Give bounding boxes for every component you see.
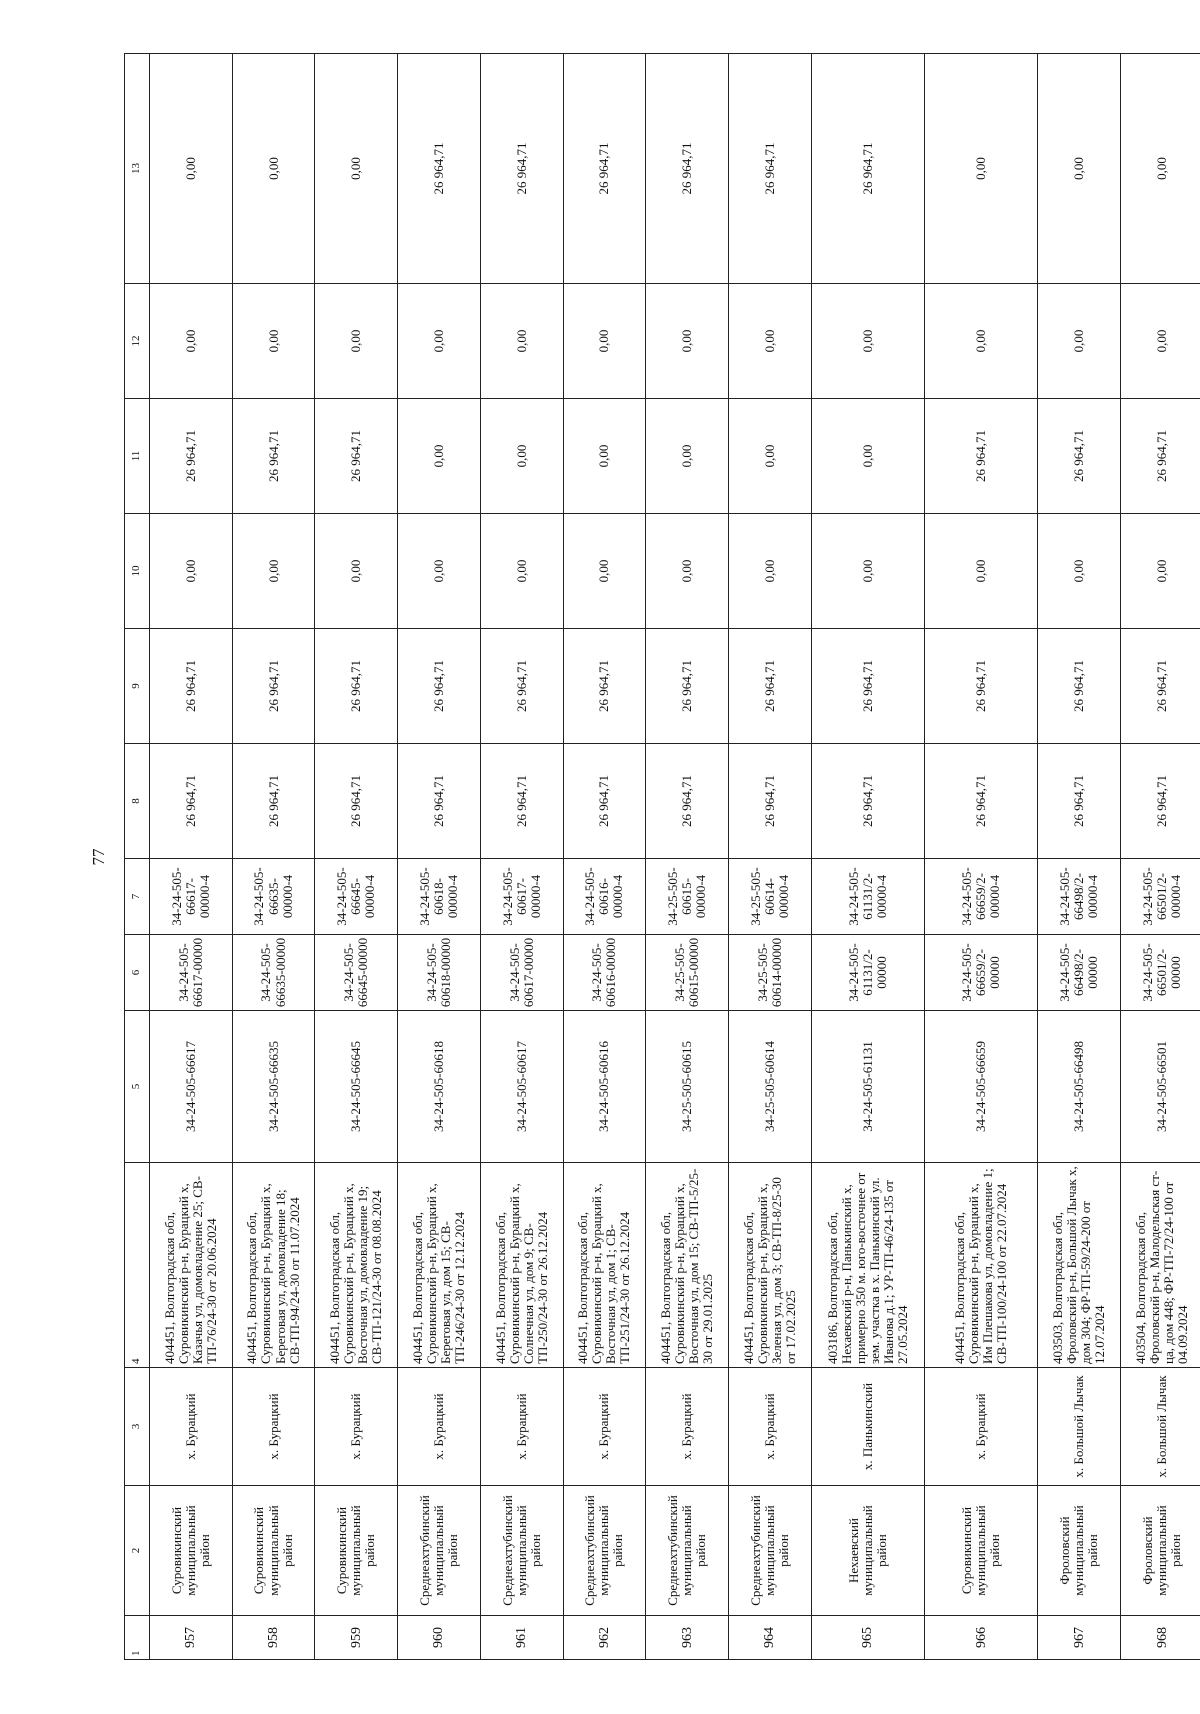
id-code-cell: 34-24-505-66659/2-00000	[925, 935, 1038, 1011]
amount-9-cell: 26 964,71	[646, 629, 729, 744]
amount-8-cell: 26 964,71	[1038, 744, 1121, 859]
row-number-cell: 961	[480, 1616, 563, 1660]
amount-9-cell: 26 964,71	[232, 629, 315, 744]
locality-cell: х. Бурацкий	[149, 1368, 232, 1486]
code-cell: 34-24-505-66645	[315, 1011, 398, 1163]
id-code-cell: 34-25-505-60614-00000	[729, 935, 812, 1011]
locality-cell: х. Панькинский	[811, 1368, 924, 1486]
municipality-cell: Суровикинский муниципальный район	[315, 1486, 398, 1616]
amount-13-cell: 26 964,71	[811, 54, 924, 284]
code-cell: 34-24-505-60616	[563, 1011, 646, 1163]
amount-11-cell: 26 964,71	[315, 399, 398, 514]
amount-12-cell: 0,00	[925, 284, 1038, 399]
municipality-cell: Фроловский муниципальный район	[1038, 1486, 1121, 1616]
row-number-cell: 966	[925, 1616, 1038, 1660]
id-code-cell: 34-24-505-60617-00000	[480, 935, 563, 1011]
id-code-suffix-cell: 34-24-505-61131/2-00000-4	[811, 859, 924, 935]
address-contract-cell: 404451, Волгоградская обл, Суровикинский р-н, Бурацкий х, Солнечная ул, дом 9; СВ-ТП-250/24-30 от 26.12.2024	[480, 1163, 563, 1368]
amount-12-cell: 0,00	[315, 284, 398, 399]
column-number-8: 8	[125, 744, 150, 859]
row-number-cell: 967	[1038, 1616, 1121, 1660]
code-cell: 34-24-505-66501	[1121, 1011, 1200, 1163]
row-number-cell: 959	[315, 1616, 398, 1660]
data-table	[124, 53, 1200, 1660]
amount-11-cell: 0,00	[729, 399, 812, 514]
row-number-cell: 962	[563, 1616, 646, 1660]
address-contract-cell: 404451, Волгоградская обл, Суровикинский р-н, Бурацкий х, Восточная ул, дом 15; СВ-ТП-5/25-30 от 29.01.2025	[646, 1163, 729, 1368]
row-number-cell: 958	[232, 1616, 315, 1660]
municipality-cell: Среднеахтубинский муниципальный район	[729, 1486, 812, 1616]
locality-cell: х. Большой Лычак	[1121, 1368, 1200, 1486]
column-number-9: 9	[125, 629, 150, 744]
address-contract-cell: 403503, Волгоградская обл, Фроловский р-н, Большой Лычак х, дом 304; ФР-ТП-59/24-200 от 12.07.2024	[1038, 1163, 1121, 1368]
amount-10-cell: 0,00	[811, 514, 924, 629]
code-cell: 34-24-505-60617	[480, 1011, 563, 1163]
locality-cell: х. Бурацкий	[480, 1368, 563, 1486]
table-row	[398, 54, 481, 1660]
locality-cell: х. Бурацкий	[398, 1368, 481, 1486]
code-cell: 34-24-505-66635	[232, 1011, 315, 1163]
id-code-cell: 34-24-505-60616-00000	[563, 935, 646, 1011]
column-number-7: 7	[125, 859, 150, 935]
municipality-cell: Суровикинский муниципальный район	[149, 1486, 232, 1616]
amount-9-cell: 26 964,71	[149, 629, 232, 744]
column-number-2: 2	[125, 1486, 150, 1616]
rotated-table-container	[124, 54, 1200, 1660]
id-code-suffix-cell: 34-24-505-66498/2-00000-4	[1038, 859, 1121, 935]
amount-10-cell: 0,00	[232, 514, 315, 629]
row-number-cell: 960	[398, 1616, 481, 1660]
municipality-cell: Среднеахтубинский муниципальный район	[563, 1486, 646, 1616]
locality-cell: х. Бурацкий	[232, 1368, 315, 1486]
id-code-cell: 34-24-505-66617-00000	[149, 935, 232, 1011]
amount-12-cell: 0,00	[149, 284, 232, 399]
amount-8-cell: 26 964,71	[149, 744, 232, 859]
amount-11-cell: 0,00	[811, 399, 924, 514]
id-code-cell: 34-24-505-60618-00000	[398, 935, 481, 1011]
id-code-suffix-cell: 34-24-505-60618-00000-4	[398, 859, 481, 935]
code-cell: 34-24-505-66617	[149, 1011, 232, 1163]
amount-11-cell: 26 964,71	[232, 399, 315, 514]
amount-10-cell: 0,00	[315, 514, 398, 629]
amount-13-cell: 26 964,71	[646, 54, 729, 284]
amount-8-cell: 26 964,71	[925, 744, 1038, 859]
municipality-cell: Суровикинский муниципальный район	[232, 1486, 315, 1616]
column-number-3: 3	[125, 1368, 150, 1486]
code-cell: 34-25-505-60614	[729, 1011, 812, 1163]
column-number-5: 5	[125, 1011, 150, 1163]
locality-cell: х. Бурацкий	[729, 1368, 812, 1486]
municipality-cell: Среднеахтубинский муниципальный район	[398, 1486, 481, 1616]
locality-cell: х. Бурацкий	[925, 1368, 1038, 1486]
column-number-13: 13	[125, 54, 150, 284]
amount-12-cell: 0,00	[646, 284, 729, 399]
amount-10-cell: 0,00	[1121, 514, 1200, 629]
amount-13-cell: 0,00	[1121, 54, 1200, 284]
address-contract-cell: 404451, Волгоградская обл, Суровикинский р-н, Бурацкий х, Казачья ул, домовладение 25; СВ-ТП-76/24-30 от 20.06.2024	[149, 1163, 232, 1368]
table-row	[563, 54, 646, 1660]
amount-13-cell: 0,00	[149, 54, 232, 284]
municipality-cell: Суровикинский муниципальный район	[925, 1486, 1038, 1616]
table-row	[149, 54, 232, 1660]
amount-9-cell: 26 964,71	[480, 629, 563, 744]
locality-cell: х. Бурацкий	[563, 1368, 646, 1486]
amount-11-cell: 26 964,71	[149, 399, 232, 514]
id-code-suffix-cell: 34-25-505-60614-00000-4	[729, 859, 812, 935]
amount-13-cell: 26 964,71	[480, 54, 563, 284]
amount-13-cell: 0,00	[315, 54, 398, 284]
amount-10-cell: 0,00	[480, 514, 563, 629]
address-contract-cell: 404451, Волгоградская обл, Суровикинский р-н, Бурацкий х, Им Плешакова ул, домовладение 1; СВ-ТП-100/24-100 от 22.07.2024	[925, 1163, 1038, 1368]
code-cell: 34-25-505-60615	[646, 1011, 729, 1163]
amount-11-cell: 26 964,71	[1038, 399, 1121, 514]
amount-8-cell: 26 964,71	[398, 744, 481, 859]
amount-8-cell: 26 964,71	[480, 744, 563, 859]
table-row	[1038, 54, 1121, 1660]
amount-12-cell: 0,00	[398, 284, 481, 399]
row-number-cell: 964	[729, 1616, 812, 1660]
id-code-cell: 34-24-505-66635-00000	[232, 935, 315, 1011]
amount-9-cell: 26 964,71	[563, 629, 646, 744]
column-number-1: 1	[125, 1616, 150, 1660]
code-cell: 34-24-505-61131	[811, 1011, 924, 1163]
locality-cell: х. Бурацкий	[315, 1368, 398, 1486]
page-number: 77	[89, 848, 108, 866]
id-code-suffix-cell: 34-24-505-60616-00000-4	[563, 859, 646, 935]
amount-8-cell: 26 964,71	[646, 744, 729, 859]
amount-9-cell: 26 964,71	[398, 629, 481, 744]
id-code-suffix-cell: 34-24-505-66659/2-00000-4	[925, 859, 1038, 935]
amount-8-cell: 26 964,71	[315, 744, 398, 859]
table-row	[480, 54, 563, 1660]
amount-13-cell: 26 964,71	[729, 54, 812, 284]
column-number-11: 11	[125, 399, 150, 514]
amount-8-cell: 26 964,71	[811, 744, 924, 859]
amount-9-cell: 26 964,71	[729, 629, 812, 744]
address-contract-cell: 403186, Волгоградская обл, Нехаевский р-н, Панькинский х, примерно 350 м. юго-восточнее от зем. участка в х. Панькинский ул. Иванова д.1; УР-ТП-46/24-135 от 27.05.2024	[811, 1163, 924, 1368]
id-code-cell: 34-24-505-66645-00000	[315, 935, 398, 1011]
table-row	[811, 54, 924, 1660]
row-number-cell: 963	[646, 1616, 729, 1660]
amount-8-cell: 26 964,71	[563, 744, 646, 859]
amount-10-cell: 0,00	[149, 514, 232, 629]
amount-11-cell: 26 964,71	[925, 399, 1038, 514]
id-code-suffix-cell: 34-24-505-66645-00000-4	[315, 859, 398, 935]
table-row	[646, 54, 729, 1660]
amount-10-cell: 0,00	[398, 514, 481, 629]
amount-8-cell: 26 964,71	[232, 744, 315, 859]
row-number-cell: 968	[1121, 1616, 1200, 1660]
amount-9-cell: 26 964,71	[1038, 629, 1121, 744]
table-row	[1121, 54, 1200, 1660]
amount-10-cell: 0,00	[1038, 514, 1121, 629]
column-number-4: 4	[125, 1163, 150, 1368]
locality-cell: х. Большой Лычак	[1038, 1368, 1121, 1486]
id-code-suffix-cell: 34-24-505-66617-00000-4	[149, 859, 232, 935]
id-code-cell: 34-24-505-66501/2-00000	[1121, 935, 1200, 1011]
amount-13-cell: 26 964,71	[563, 54, 646, 284]
amount-12-cell: 0,00	[1038, 284, 1121, 399]
id-code-cell: 34-24-505-66498/2-00000	[1038, 935, 1121, 1011]
header-row	[125, 54, 150, 1660]
address-contract-cell: 404451, Волгоградская обл, Суровикинский р-н, Бурацкий х, Береговая ул, домовладение 18; СВ-ТП-94/24-30 от 11.07.2024	[232, 1163, 315, 1368]
amount-8-cell: 26 964,71	[1121, 744, 1200, 859]
amount-11-cell: 26 964,71	[1121, 399, 1200, 514]
column-number-12: 12	[125, 284, 150, 399]
table-row	[925, 54, 1038, 1660]
amount-11-cell: 0,00	[480, 399, 563, 514]
id-code-suffix-cell: 34-24-505-66501/2-00000-4	[1121, 859, 1200, 935]
id-code-cell: 34-24-505-61131/2-00000	[811, 935, 924, 1011]
id-code-suffix-cell: 34-24-505-66635-00000-4	[232, 859, 315, 935]
amount-12-cell: 0,00	[563, 284, 646, 399]
amount-8-cell: 26 964,71	[729, 744, 812, 859]
amount-10-cell: 0,00	[646, 514, 729, 629]
address-contract-cell: 403504, Волгоградская обл, Фроловский р-н, Малодельская ст-ца, дом 448; ФР-ТП-72/24-100 от 04.09.2024	[1121, 1163, 1200, 1368]
amount-12-cell: 0,00	[480, 284, 563, 399]
code-cell: 34-24-505-66659	[925, 1011, 1038, 1163]
amount-12-cell: 0,00	[232, 284, 315, 399]
amount-13-cell: 0,00	[925, 54, 1038, 284]
amount-9-cell: 26 964,71	[925, 629, 1038, 744]
id-code-suffix-cell: 34-25-505-60615-00000-4	[646, 859, 729, 935]
amount-10-cell: 0,00	[925, 514, 1038, 629]
municipality-cell: Среднеахтубинский муниципальный район	[480, 1486, 563, 1616]
id-code-cell: 34-25-505-60615-00000	[646, 935, 729, 1011]
amount-13-cell: 26 964,71	[398, 54, 481, 284]
amount-12-cell: 0,00	[1121, 284, 1200, 399]
amount-9-cell: 26 964,71	[811, 629, 924, 744]
amount-11-cell: 0,00	[563, 399, 646, 514]
table-row	[729, 54, 812, 1660]
table-row	[232, 54, 315, 1660]
amount-10-cell: 0,00	[729, 514, 812, 629]
locality-cell: х. Бурацкий	[646, 1368, 729, 1486]
amount-9-cell: 26 964,71	[315, 629, 398, 744]
table-row	[315, 54, 398, 1660]
code-cell: 34-24-505-66498	[1038, 1011, 1121, 1163]
amount-13-cell: 0,00	[1038, 54, 1121, 284]
row-number-cell: 957	[149, 1616, 232, 1660]
address-contract-cell: 404451, Волгоградская обл, Суровикинский р-н, Бурацкий х, Восточная ул, домовладение 19; СВ-ТП-121/24-30 от 08.08.2024	[315, 1163, 398, 1368]
amount-12-cell: 0,00	[811, 284, 924, 399]
amount-9-cell: 26 964,71	[1121, 629, 1200, 744]
amount-12-cell: 0,00	[729, 284, 812, 399]
address-contract-cell: 404451, Волгоградская обл, Суровикинский р-н, Бурацкий х, Восточная ул, дом 1; СВ-ТП-251/24-30 от 26.12.2024	[563, 1163, 646, 1368]
code-cell: 34-24-505-60618	[398, 1011, 481, 1163]
municipality-cell: Среднеахтубинский муниципальный район	[646, 1486, 729, 1616]
address-contract-cell: 404451, Волгоградская обл, Суровикинский р-н, Бурацкий х, Береговая ул, дом 15; СВ-ТП-246/24-30 от 12.12.2024	[398, 1163, 481, 1368]
amount-11-cell: 0,00	[646, 399, 729, 514]
row-number-cell: 965	[811, 1616, 924, 1660]
id-code-suffix-cell: 34-24-505-60617-00000-4	[480, 859, 563, 935]
amount-11-cell: 0,00	[398, 399, 481, 514]
column-number-10: 10	[125, 514, 150, 629]
municipality-cell: Нехаевский муниципальный район	[811, 1486, 924, 1616]
amount-13-cell: 0,00	[232, 54, 315, 284]
column-number-6: 6	[125, 935, 150, 1011]
municipality-cell: Фроловский муниципальный район	[1121, 1486, 1200, 1616]
amount-10-cell: 0,00	[563, 514, 646, 629]
address-contract-cell: 404451, Волгоградская обл, Суровикинский р-н, Бурацкий х, Зеленая ул, дом 3; СВ-ТП-8/25-30 от 17.02.2025	[729, 1163, 812, 1368]
